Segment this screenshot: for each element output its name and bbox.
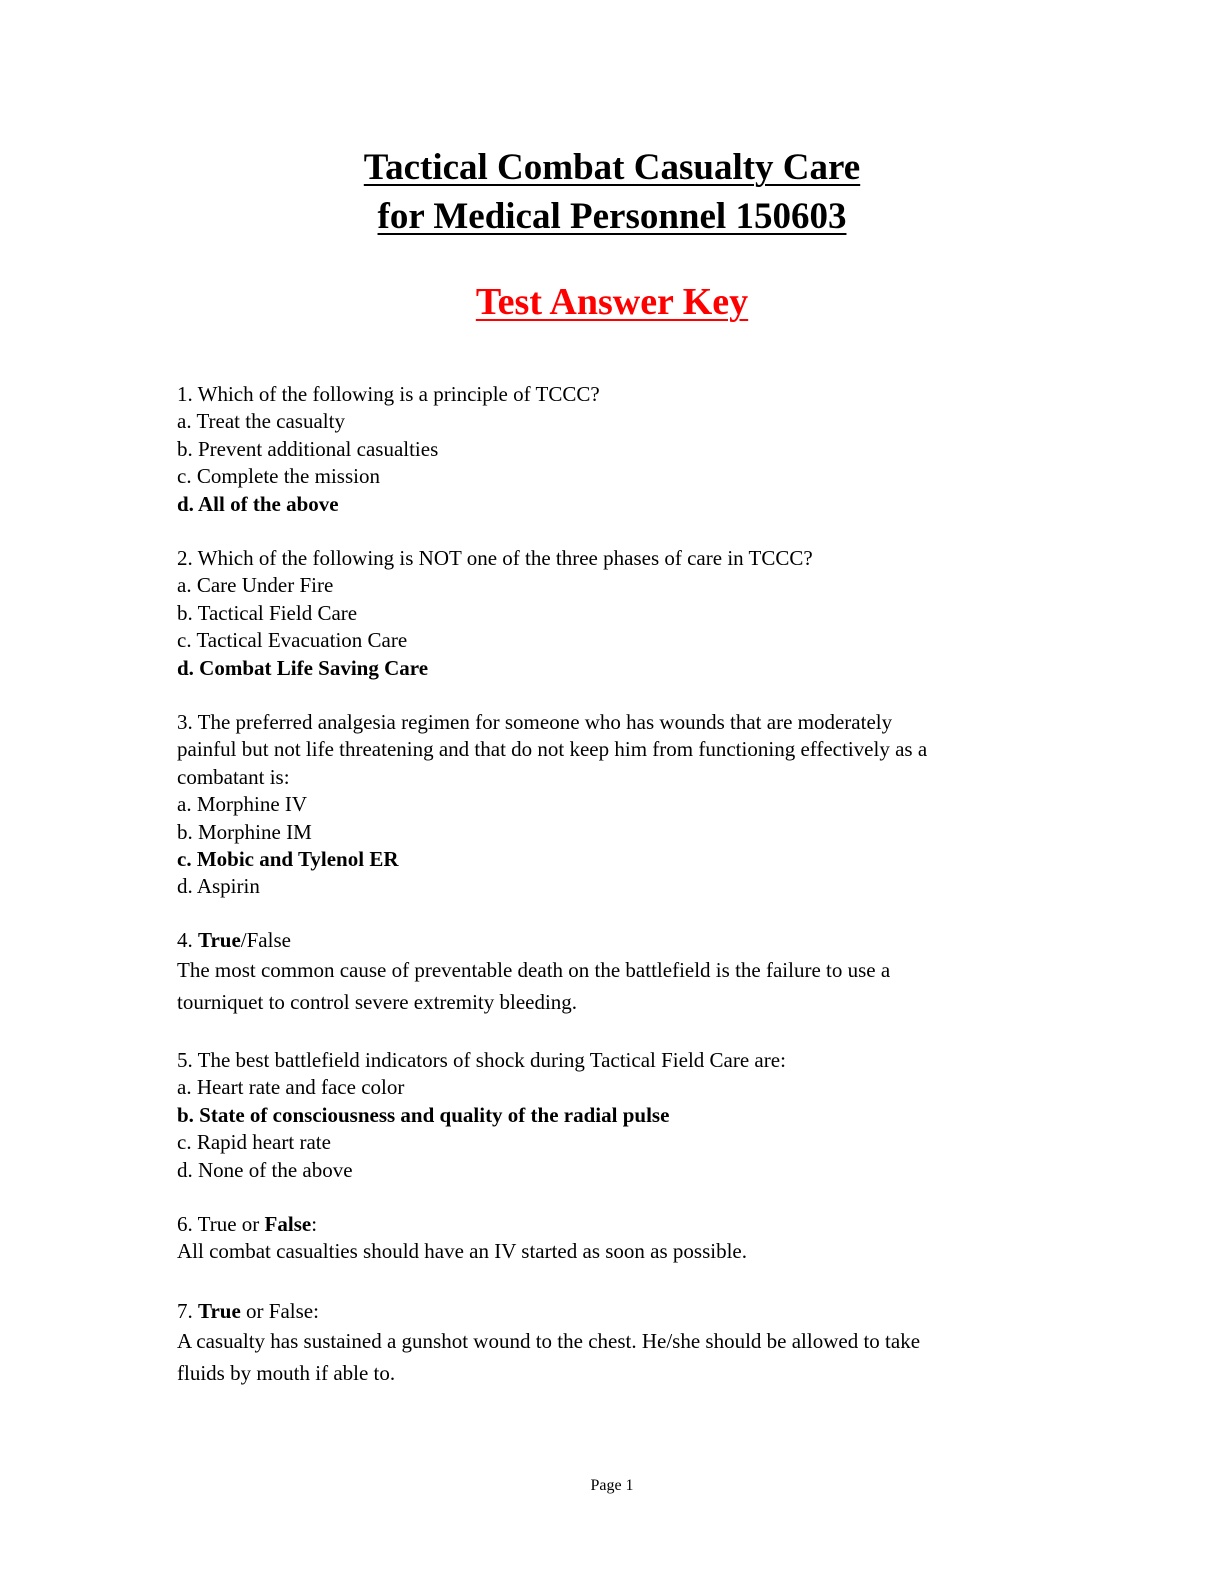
document-title-line-2: for Medical Personnel 150603 xyxy=(377,196,847,237)
question-7-statement-line-1: A casualty has sustained a gunshot wound to the chest. He/she should be allowed to take xyxy=(177,1329,921,1354)
question-3-option-a: a. Morphine IV xyxy=(177,792,308,817)
question-1-option-a: a. Treat the casualty xyxy=(177,409,345,434)
question-2-stem: 2. Which of the following is NOT one of the three phases of care in TCCC? xyxy=(177,546,813,570)
question-4-other-choice: /False xyxy=(240,928,291,952)
question-7-correct-answer: True xyxy=(198,1299,241,1323)
question-2-option-c: c. Tactical Evacuation Care xyxy=(177,628,408,653)
question-5 xyxy=(177,1047,1057,1184)
question-5-option-d: d. None of the above xyxy=(177,1157,353,1182)
question-5-stem: 5. The best battlefield indicators of shock during Tactical Field Care are: xyxy=(177,1048,786,1072)
question-6-suffix: : xyxy=(311,1212,318,1236)
question-2-option-a: a. Care Under Fire xyxy=(177,573,334,598)
question-5-correct-answer: b. State of consciousness and quality of the radial pulse xyxy=(177,1102,670,1127)
question-4-statement-line-1: The most common cause of preventable death on the battlefield is the failure to use a xyxy=(177,958,891,983)
question-1-stem: 1. Which of the following is a principle of TCCC? xyxy=(177,382,600,406)
question-1-option-b: b. Prevent additional casualties xyxy=(177,436,439,461)
question-7-header xyxy=(177,1298,1057,1325)
question-1-option-c: c. Complete the mission xyxy=(177,464,380,489)
question-2 xyxy=(177,545,1057,682)
question-3-stem-line-1: 3. The preferred analgesia regimen for someone who has wounds that are moderately xyxy=(177,710,893,734)
question-3 xyxy=(177,709,1057,901)
question-6-header xyxy=(177,1211,1057,1238)
question-1 xyxy=(177,381,1057,518)
question-3-stem-line-3: combatant is: xyxy=(177,764,290,789)
question-7-suffix: or False: xyxy=(240,1299,319,1323)
question-5-option-a: a. Heart rate and face color xyxy=(177,1075,405,1100)
question-6-correct-answer: False xyxy=(264,1212,312,1236)
question-6-prefix: 6. True or xyxy=(177,1212,265,1236)
question-7 xyxy=(177,1298,1057,1389)
question-2-option-b: b. Tactical Field Care xyxy=(177,600,358,625)
question-4-statement-line-2: tourniquet to control severe extremity bleeding. xyxy=(177,990,578,1015)
answer-key-heading: Test Answer Key xyxy=(475,281,749,323)
question-4 xyxy=(177,927,1057,1018)
question-6-statement: All combat casualties should have an IV started as soon as possible. xyxy=(177,1239,747,1264)
page-number: Page 1 xyxy=(590,1477,634,1494)
question-1-correct-answer: d. All of the above xyxy=(177,491,339,516)
question-3-stem-line-2: painful but not life threatening and that do not keep him from functioning effectively as a xyxy=(177,737,928,762)
question-4-number: 4. xyxy=(177,928,193,952)
question-2-correct-answer: d. Combat Life Saving Care xyxy=(177,655,429,680)
question-6 xyxy=(177,1211,1057,1266)
question-7-statement-line-2: fluids by mouth if able to. xyxy=(177,1361,396,1386)
document-title-line-1: Tactical Combat Casualty Care xyxy=(363,147,861,188)
question-3-option-d: d. Aspirin xyxy=(177,874,260,899)
question-4-header xyxy=(177,927,1057,954)
question-5-option-c: c. Rapid heart rate xyxy=(177,1130,331,1155)
question-3-correct-answer: c. Mobic and Tylenol ER xyxy=(177,847,399,872)
question-3-option-b: b. Morphine IM xyxy=(177,819,312,844)
question-7-prefix: 7. xyxy=(177,1299,198,1323)
question-4-correct-answer: True xyxy=(198,928,241,952)
